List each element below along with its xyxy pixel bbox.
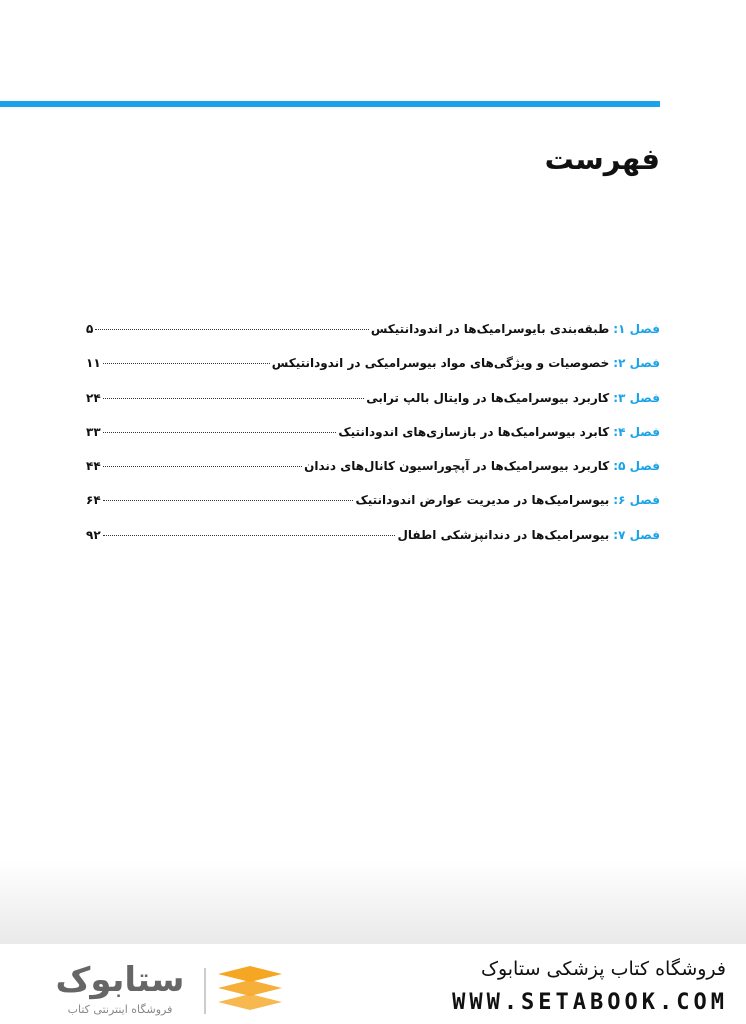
footer-shadow bbox=[0, 860, 746, 944]
toc-dot-leader bbox=[103, 398, 365, 399]
toc-dot-leader bbox=[103, 535, 396, 536]
toc-entry[interactable] bbox=[86, 493, 660, 527]
page-title: فهرست bbox=[544, 142, 660, 176]
store-name: فروشگاه کتاب پزشکی ستابوک bbox=[480, 958, 726, 980]
toc-chapter-label: فصل ۲: bbox=[613, 356, 660, 371]
toc-chapter-label: فصل ۷: bbox=[613, 527, 660, 542]
logo-tagline: فروشگاه اینترنتی کتاب bbox=[67, 1003, 173, 1016]
toc-page-number: ۳۳ bbox=[86, 424, 101, 439]
toc-entry[interactable] bbox=[86, 322, 660, 356]
toc-chapter-title: بیوسرامیک‌ها در مدیریت عوارض اندودانتیک bbox=[355, 493, 610, 508]
toc-dot-leader bbox=[103, 466, 302, 467]
toc-page-number: ۶۴ bbox=[86, 493, 101, 508]
toc-entry[interactable] bbox=[86, 425, 660, 459]
toc-chapter-label: فصل ۶: bbox=[613, 493, 660, 508]
toc-page-number: ۹۲ bbox=[86, 527, 101, 542]
toc-entry[interactable] bbox=[86, 391, 660, 425]
toc-chapter-label: فصل ۳: bbox=[613, 390, 660, 405]
logo-wordmark: ستابوک bbox=[55, 960, 185, 1000]
logo-divider bbox=[204, 968, 206, 1014]
store-url[interactable]: WWW.SETABOOK.COM bbox=[452, 990, 728, 1015]
toc-page-number: ۵ bbox=[86, 322, 94, 336]
toc-chapter-title: طبقه‌بندی بایوسرامیک‌ها در اندودانتیکس bbox=[370, 322, 610, 336]
toc-page-number: ۴۴ bbox=[86, 459, 101, 474]
toc-chapter-label: فصل ۵: bbox=[613, 459, 660, 474]
toc-dot-leader bbox=[95, 329, 369, 330]
toc-chapter-label: فصل ۴: bbox=[613, 424, 660, 439]
toc-chapter-label: فصل ۱: bbox=[613, 322, 660, 336]
toc-dot-leader bbox=[103, 363, 270, 364]
table-of-contents bbox=[86, 322, 660, 562]
toc-entry[interactable] bbox=[86, 528, 660, 562]
header-rule bbox=[0, 101, 660, 107]
toc-chapter-title: خصوصیات و ویژگی‌های مواد بیوسرامیکی در اندودانتیکس bbox=[271, 356, 610, 371]
toc-entry[interactable] bbox=[86, 356, 660, 390]
toc-chapter-title: کابرد بیوسرامیک‌ها در بازسازی‌های اندودانتیک bbox=[338, 424, 610, 439]
toc-page-number: ۱۱ bbox=[86, 356, 101, 371]
setabook-logo-icon bbox=[214, 964, 286, 1018]
toc-chapter-title: کاربرد بیوسرامیک‌ها در آپچوراسیون کانال‌های دندان bbox=[304, 459, 610, 474]
toc-dot-leader bbox=[103, 432, 337, 433]
toc-chapter-title: بیوسرامیک‌ها در دندانپزشکی اطفال bbox=[397, 527, 610, 542]
toc-dot-leader bbox=[103, 500, 354, 501]
toc-entry[interactable] bbox=[86, 459, 660, 493]
toc-page-number: ۲۴ bbox=[86, 390, 101, 405]
toc-chapter-title: کاربرد بیوسرامیک‌ها در وایتال بالپ ترابی bbox=[366, 390, 610, 405]
